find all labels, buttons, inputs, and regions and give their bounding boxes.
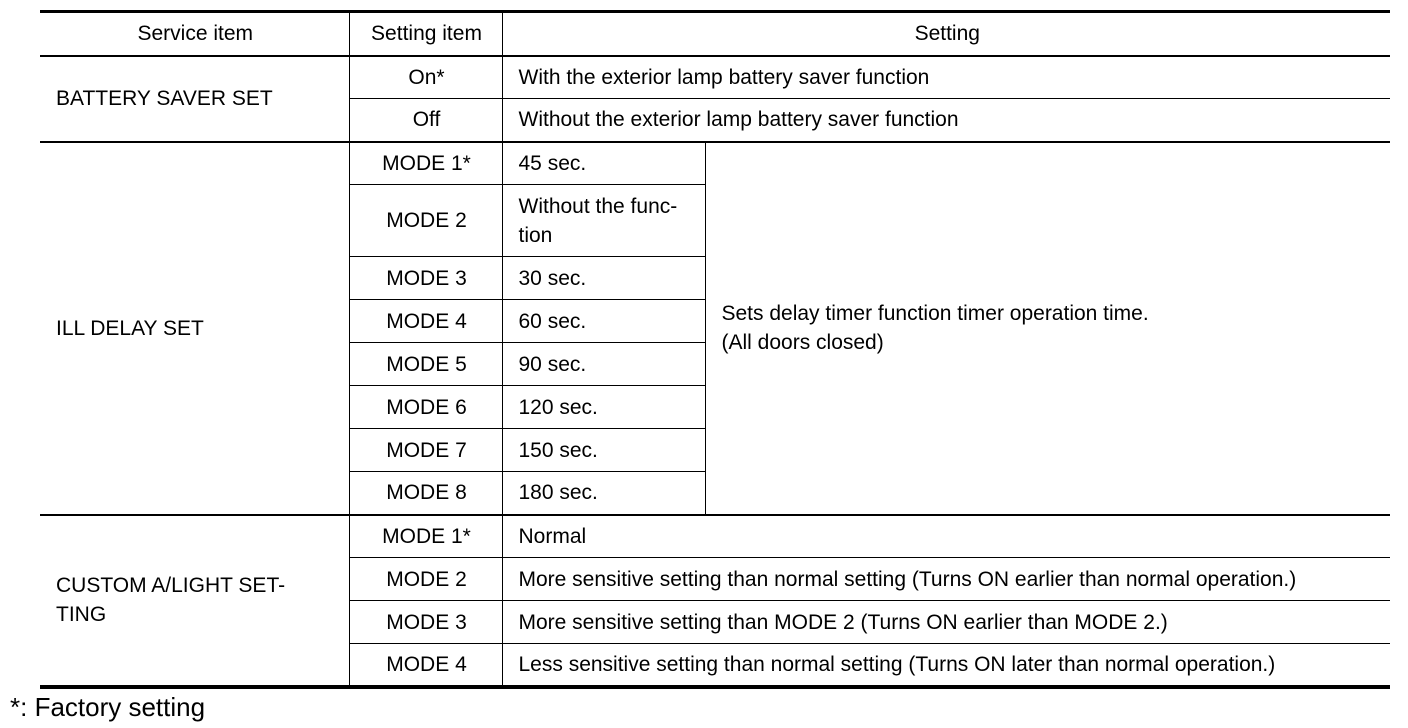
setting-cell: More sensitive setting than normal setting (Turns ON earlier than normal operation.) — [502, 558, 1390, 601]
setting-item-cell: MODE 3 — [349, 601, 502, 644]
setting-item-cell: MODE 2 — [349, 558, 502, 601]
setting-item-cell: On* — [349, 56, 502, 99]
setting-cell: Less sensitive setting than normal setting (Turns ON later than normal operation.) — [502, 644, 1390, 687]
delay-value-cell: 45 sec. — [502, 142, 705, 185]
service-item-custom-alight — [40, 515, 349, 687]
setting-item-cell: MODE 1* — [349, 515, 502, 558]
setting-item-cell: MODE 7 — [349, 429, 502, 472]
delay-value-cell: Without the func-tion — [502, 185, 705, 257]
header-setting-item: Setting item — [349, 12, 502, 56]
factory-setting-footnote: *: Factory setting — [10, 692, 206, 722]
setting-cell: Normal — [502, 515, 1390, 558]
delay-value-cell: 150 sec. — [502, 429, 705, 472]
header-service-item: Service item — [40, 12, 349, 56]
setting-item-cell: MODE 1* — [349, 142, 502, 185]
table-header-row — [40, 12, 1390, 56]
setting-item-cell: Off — [349, 99, 502, 142]
setting-item-cell: MODE 5 — [349, 343, 502, 386]
delay-value-cell: 30 sec. — [502, 257, 705, 300]
setting-item-cell: MODE 2 — [349, 185, 502, 257]
setting-cell: Without the exterior lamp battery saver function — [502, 99, 1390, 142]
header-setting: Setting — [502, 12, 1390, 56]
delay-value-cell: 180 sec. — [502, 472, 705, 515]
setting-item-cell: MODE 8 — [349, 472, 502, 515]
table-row — [40, 142, 1390, 185]
setting-item-cell: MODE 4 — [349, 300, 502, 343]
service-settings-table — [40, 10, 1390, 689]
description-line: (All doors closed) — [721, 331, 884, 354]
table-row — [40, 515, 1390, 558]
service-item-battery-saver: BATTERY SAVER SET — [40, 56, 349, 142]
ill-delay-description — [705, 142, 1390, 515]
service-item-line: CUSTOM A/LIGHT SET- — [56, 574, 286, 597]
setting-item-cell: MODE 4 — [349, 644, 502, 687]
service-item-ill-delay: ILL DELAY SET — [40, 142, 349, 515]
delay-value-cell: 90 sec. — [502, 343, 705, 386]
description-line: Sets delay timer function timer operation time. — [721, 302, 1149, 325]
delay-value-cell: 120 sec. — [502, 386, 705, 429]
setting-cell: More sensitive setting than MODE 2 (Turns ON earlier than MODE 2.) — [502, 601, 1390, 644]
setting-item-cell: MODE 6 — [349, 386, 502, 429]
setting-cell: With the exterior lamp battery saver function — [502, 56, 1390, 99]
table-row — [40, 56, 1390, 99]
service-item-line: TING — [56, 603, 107, 626]
delay-value-cell: 60 sec. — [502, 300, 705, 343]
setting-item-cell: MODE 3 — [349, 257, 502, 300]
